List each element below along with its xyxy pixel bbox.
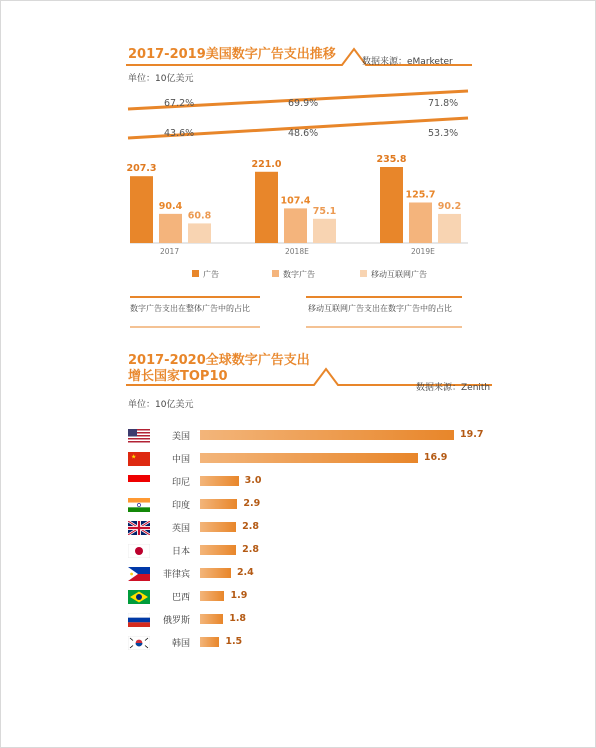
bar-value-label: 2.9 bbox=[243, 498, 261, 509]
bar-mobile-2017 bbox=[188, 223, 211, 243]
country-label: 日本 bbox=[171, 547, 190, 557]
cn-flag-icon bbox=[128, 451, 150, 465]
us-digital-ad-panel bbox=[92, 25, 500, 330]
bar-value-label: 2.8 bbox=[242, 544, 259, 555]
legend-ad: 广告 bbox=[203, 270, 219, 279]
svg-text:★: ★ bbox=[131, 453, 137, 461]
br-flag-icon bbox=[128, 589, 150, 603]
x-tick-2019: 2019E bbox=[411, 247, 435, 256]
legend-digital: 数字广告 bbox=[283, 270, 315, 279]
bar-value-label: 1.9 bbox=[230, 590, 248, 601]
bar-mobile-2018E bbox=[313, 219, 336, 243]
bar-country bbox=[200, 568, 231, 578]
share-mobile-2017: 43.6% bbox=[164, 128, 195, 139]
bar-value-label: 2.8 bbox=[242, 521, 259, 532]
bar-ad-2019E bbox=[380, 167, 403, 243]
id-flag-icon bbox=[128, 474, 150, 488]
country-label: 中国 bbox=[171, 455, 190, 465]
country-label: 印度 bbox=[171, 501, 190, 511]
bar-country bbox=[200, 591, 224, 601]
share-digital-2018: 69.9% bbox=[288, 98, 319, 109]
country-label: 印尼 bbox=[171, 478, 190, 488]
bar-country bbox=[200, 476, 239, 486]
bar-ad-2017 bbox=[130, 176, 153, 243]
share-digital-2019: 71.8% bbox=[428, 98, 459, 109]
bar-country bbox=[200, 637, 219, 647]
share-mobile-2018: 48.6% bbox=[288, 128, 319, 139]
legend-swatch-mobile bbox=[360, 270, 367, 277]
bar-country bbox=[200, 453, 418, 463]
chart2-title-line1: 2017-2020全球数字广告支出 bbox=[128, 353, 310, 368]
bar-digital-2018E bbox=[284, 208, 307, 243]
bar-label-digital-2017: 90.4 bbox=[158, 200, 183, 212]
kr-flag-icon bbox=[128, 635, 150, 649]
bar-label-mobile-2019E: 90.2 bbox=[437, 200, 462, 212]
bar-label-ad-2017: 207.3 bbox=[126, 163, 157, 175]
bar-label-mobile-2018E: 75.1 bbox=[312, 205, 337, 217]
country-label: 菲律宾 bbox=[162, 570, 190, 580]
country-label: 巴西 bbox=[171, 593, 190, 603]
bar-value-label: 16.9 bbox=[423, 452, 448, 463]
bar-label-digital-2018E: 107.4 bbox=[280, 195, 311, 207]
note-mobile-share: 移动互联网广告支出在数字广告中的占比 bbox=[308, 304, 452, 313]
legend-swatch-digital bbox=[272, 270, 279, 277]
chart2-unit: 单位：10亿美元 bbox=[128, 400, 194, 410]
us-flag-icon bbox=[128, 428, 150, 442]
bar-value-label: 1.8 bbox=[229, 613, 247, 624]
bar-value-label: 3.0 bbox=[244, 475, 262, 486]
bar-label-mobile-2017: 60.8 bbox=[187, 210, 212, 222]
note-digital-share: 数字广告支出在整体广告中的占比 bbox=[130, 304, 250, 313]
bar-ad-2018E bbox=[255, 172, 278, 243]
x-tick-2018: 2018E bbox=[285, 247, 309, 256]
bar-country bbox=[200, 499, 237, 509]
bar-label-ad-2019E: 235.8 bbox=[376, 154, 407, 165]
jp-flag-icon bbox=[128, 543, 150, 557]
bar-digital-2017 bbox=[159, 214, 182, 243]
chart1-unit: 单位：10亿美元 bbox=[128, 74, 194, 84]
legend-swatch-ad bbox=[192, 270, 199, 277]
top10-countries-panel bbox=[92, 345, 500, 665]
bar-value-label: 19.7 bbox=[460, 429, 484, 440]
bar-country bbox=[200, 430, 454, 440]
bar-country bbox=[200, 522, 236, 532]
ru-flag-icon bbox=[128, 612, 150, 626]
chart2-source: 数据来源：Zenith bbox=[416, 383, 491, 393]
in-flag-icon bbox=[128, 497, 150, 511]
bar-country bbox=[200, 614, 223, 624]
chart1-title: 2017-2019美国数字广告支出推移 bbox=[128, 47, 336, 62]
country-label: 美国 bbox=[171, 432, 190, 442]
panel1-bars bbox=[126, 154, 461, 243]
bar-value-label: 1.5 bbox=[225, 636, 243, 647]
x-tick-2017: 2017 bbox=[160, 247, 180, 256]
share-digital-2017: 67.2% bbox=[164, 98, 195, 109]
bar-label-ad-2018E: 221.0 bbox=[251, 158, 282, 170]
bar-mobile-2019E bbox=[438, 214, 461, 243]
legend-mobile: 移动互联网广告 bbox=[371, 270, 427, 279]
bar-digital-2019E bbox=[409, 202, 432, 243]
share-mobile-2019: 53.3% bbox=[428, 128, 459, 139]
country-label: 俄罗斯 bbox=[162, 616, 190, 626]
chart2-title-line2: 增长国家TOP10 bbox=[128, 369, 228, 384]
country-label: 英国 bbox=[171, 524, 190, 534]
bar-country bbox=[200, 545, 236, 555]
bar-label-digital-2019E: 125.7 bbox=[405, 189, 436, 201]
chart1-source: 数据来源：eMarketer bbox=[362, 57, 453, 67]
ph-flag-icon bbox=[128, 566, 150, 580]
bar-value-label: 2.4 bbox=[236, 567, 254, 578]
country-label: 韩国 bbox=[171, 639, 190, 649]
gb-flag-icon bbox=[128, 520, 150, 534]
